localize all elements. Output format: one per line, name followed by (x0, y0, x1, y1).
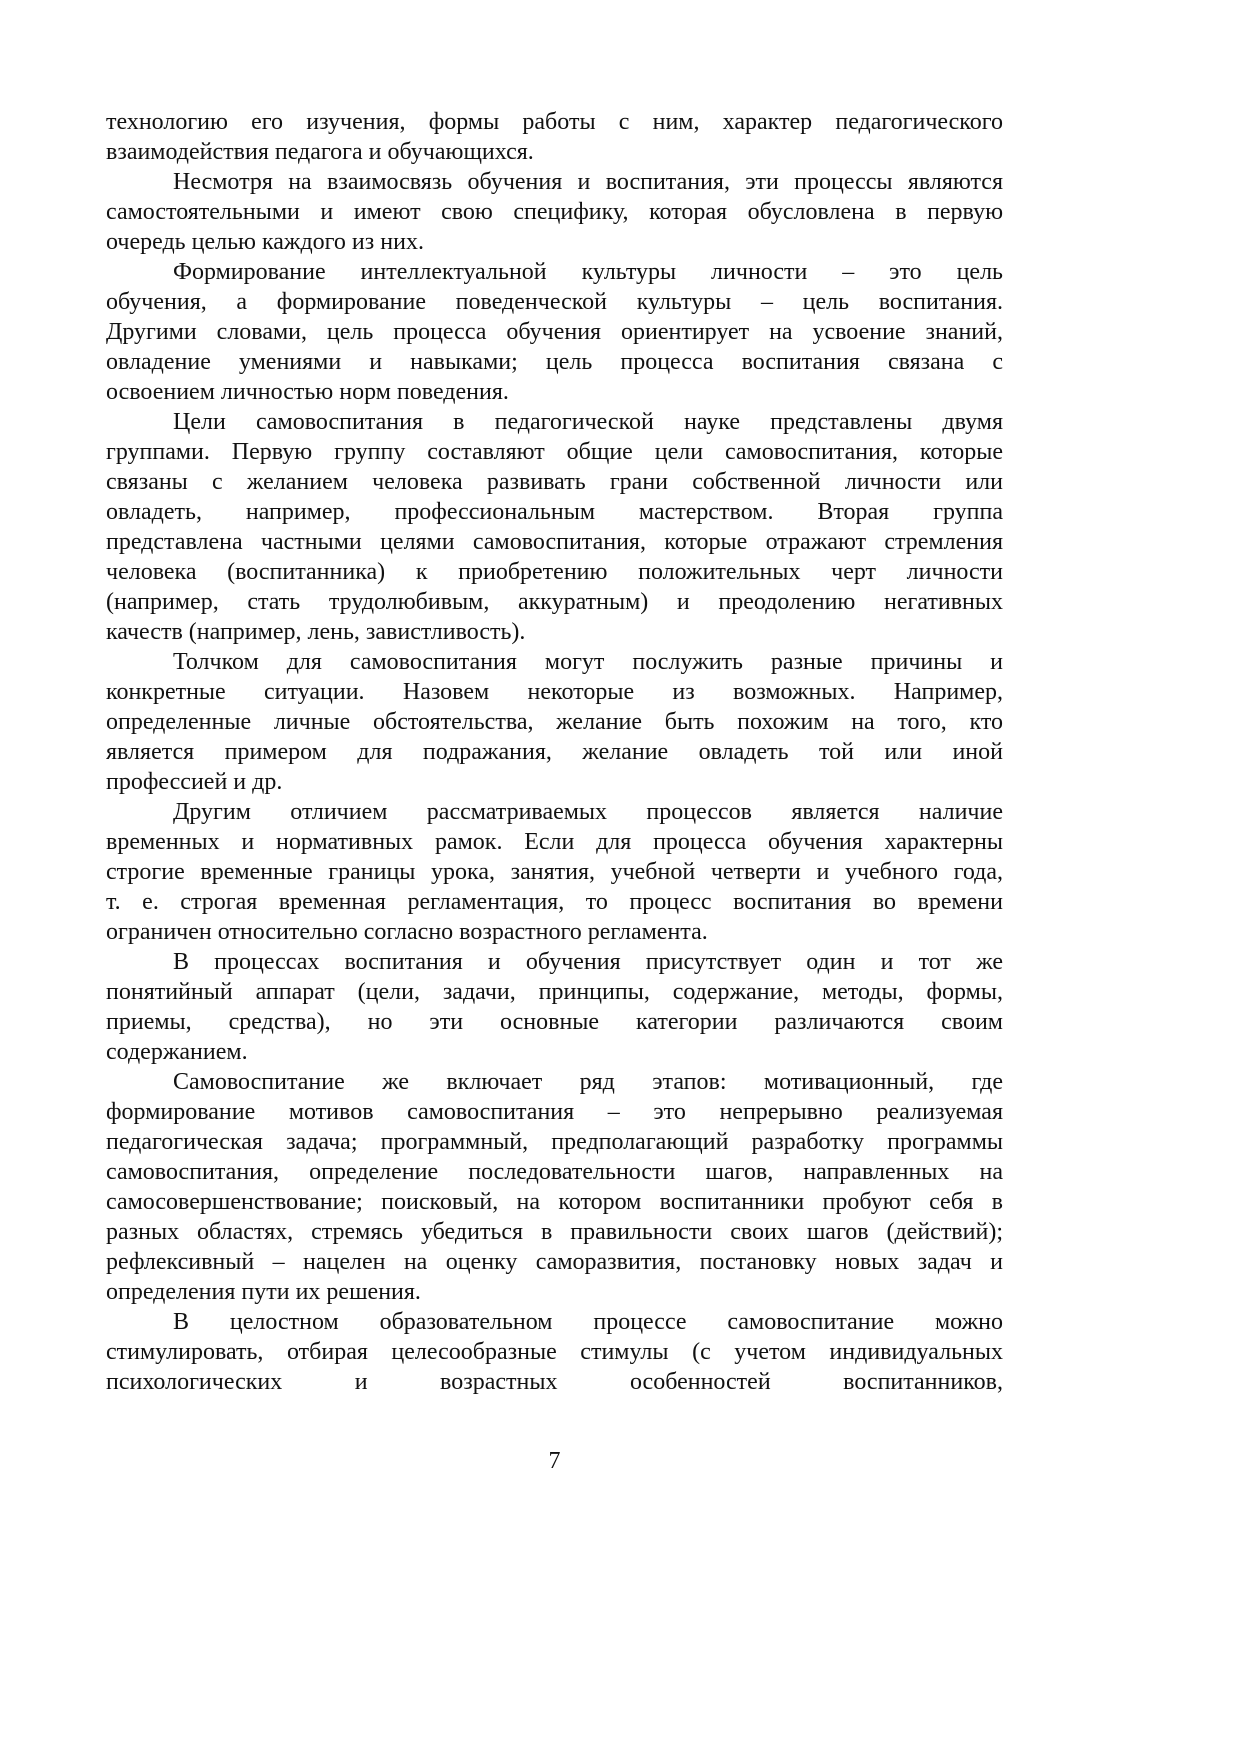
text-line: Другим отличием рассматриваемых процессов является наличие (173, 799, 1003, 825)
text-line: технологию его изучения, формы работы с ним, характер педагогического (106, 109, 1003, 135)
page-number: 7 (548, 1448, 561, 1474)
text-line: т. е. строгая временная регламентация, то процесс воспитания во времени (106, 889, 1003, 915)
text-line: самосовершенствование; поисковый, на котором воспитанники пробуют себя в (106, 1189, 1003, 1215)
text-line: определенные личные обстоятельства, желание быть похожим на того, кто (106, 709, 1003, 735)
text-line: Другими словами, цель процесса обучения ориентирует на усвоение знаний, (106, 319, 1003, 345)
text-line: обучения, а формирование поведенческой культуры – цель воспитания. (106, 289, 1003, 315)
paragraph (106, 107, 1003, 167)
text-line: конкретные ситуации. Назовем некоторые из возможных. Например, (106, 679, 1003, 705)
text-line: содержанием. (106, 1039, 248, 1065)
text-line: ограничен относительно согласно возрастного регламента. (106, 919, 708, 945)
text-line: понятийный аппарат (цели, задачи, принципы, содержание, методы, формы, (106, 979, 1003, 1005)
text-line: человека (воспитанника) к приобретению положительных черт личности (106, 559, 1003, 585)
text-line: связаны с желанием человека развивать грани собственной личности или (106, 469, 1003, 495)
page-body (106, 107, 1003, 1397)
text-line: педагогическая задача; программный, предполагающий разработку программы (106, 1129, 1003, 1155)
text-line: разных областях, стремясь убедиться в правильности своих шагов (действий); (106, 1219, 1003, 1245)
text-line: овладение умениями и навыками; цель процесса воспитания связана с (106, 349, 1003, 375)
text-line: приемы, средства), но эти основные категории различаются своим (106, 1009, 1003, 1035)
text-line: взаимодействия педагога и обучающихся. (106, 139, 534, 165)
text-line: Несмотря на взаимосвязь обучения и воспитания, эти процессы являются (173, 169, 1003, 195)
paragraph (106, 797, 1003, 947)
text-line: является примером для подражания, желание овладеть той или иной (106, 739, 1003, 765)
text-line: овладеть, например, профессиональным мастерством. Вторая группа (106, 499, 1003, 525)
paragraph (106, 167, 1003, 257)
text-line: группами. Первую группу составляют общие цели самовоспитания, которые (106, 439, 1003, 465)
text-line: строгие временные границы урока, занятия, учебной четверти и учебного года, (106, 859, 1003, 885)
paragraph (106, 647, 1003, 797)
text-line: самостоятельными и имеют свою специфику, которая обусловлена в первую (106, 199, 1003, 225)
paragraph (106, 257, 1003, 407)
text-line: Толчком для самовоспитания могут послужить разные причины и (173, 649, 1003, 675)
text-line: стимулировать, отбирая целесообразные стимулы (с учетом индивидуальных (106, 1339, 1003, 1365)
text-line: В процессах воспитания и обучения присутствует один и тот же (173, 949, 1003, 975)
text-line: Формирование интеллектуальной культуры личности – это цель (173, 259, 1003, 285)
text-line: профессией и др. (106, 769, 283, 795)
text-line: психологических и возрастных особенностей воспитанников, (106, 1369, 1003, 1395)
text-line: представлена частными целями самовоспитания, которые отражают стремления (106, 529, 1003, 555)
text-line: качеств (например, лень, завистливость). (106, 619, 526, 645)
text-line: Цели самовоспитания в педагогической науке представлены двумя (173, 409, 1003, 435)
text-line: самовоспитания, определение последовательности шагов, направленных на (106, 1159, 1003, 1185)
paragraph (106, 1067, 1003, 1307)
paragraph (106, 947, 1003, 1067)
paragraph (106, 407, 1003, 647)
text-line: В целостном образовательном процессе самовоспитание можно (173, 1309, 1003, 1335)
text-line: определения пути их решения. (106, 1279, 421, 1305)
text-line: формирование мотивов самовоспитания – это непрерывно реализуемая (106, 1099, 1003, 1125)
text-line: Самовоспитание же включает ряд этапов: мотивационный, где (173, 1069, 1003, 1095)
text-line: временных и нормативных рамок. Если для процесса обучения характерны (106, 829, 1003, 855)
text-line: очередь целью каждого из них. (106, 229, 424, 255)
paragraph (106, 1307, 1003, 1397)
text-line: рефлексивный – нацелен на оценку саморазвития, постановку новых задач и (106, 1249, 1003, 1275)
text-line: (например, стать трудолюбивым, аккуратным) и преодолению негативных (106, 589, 1003, 615)
text-line: освоением личностью норм поведения. (106, 379, 509, 405)
